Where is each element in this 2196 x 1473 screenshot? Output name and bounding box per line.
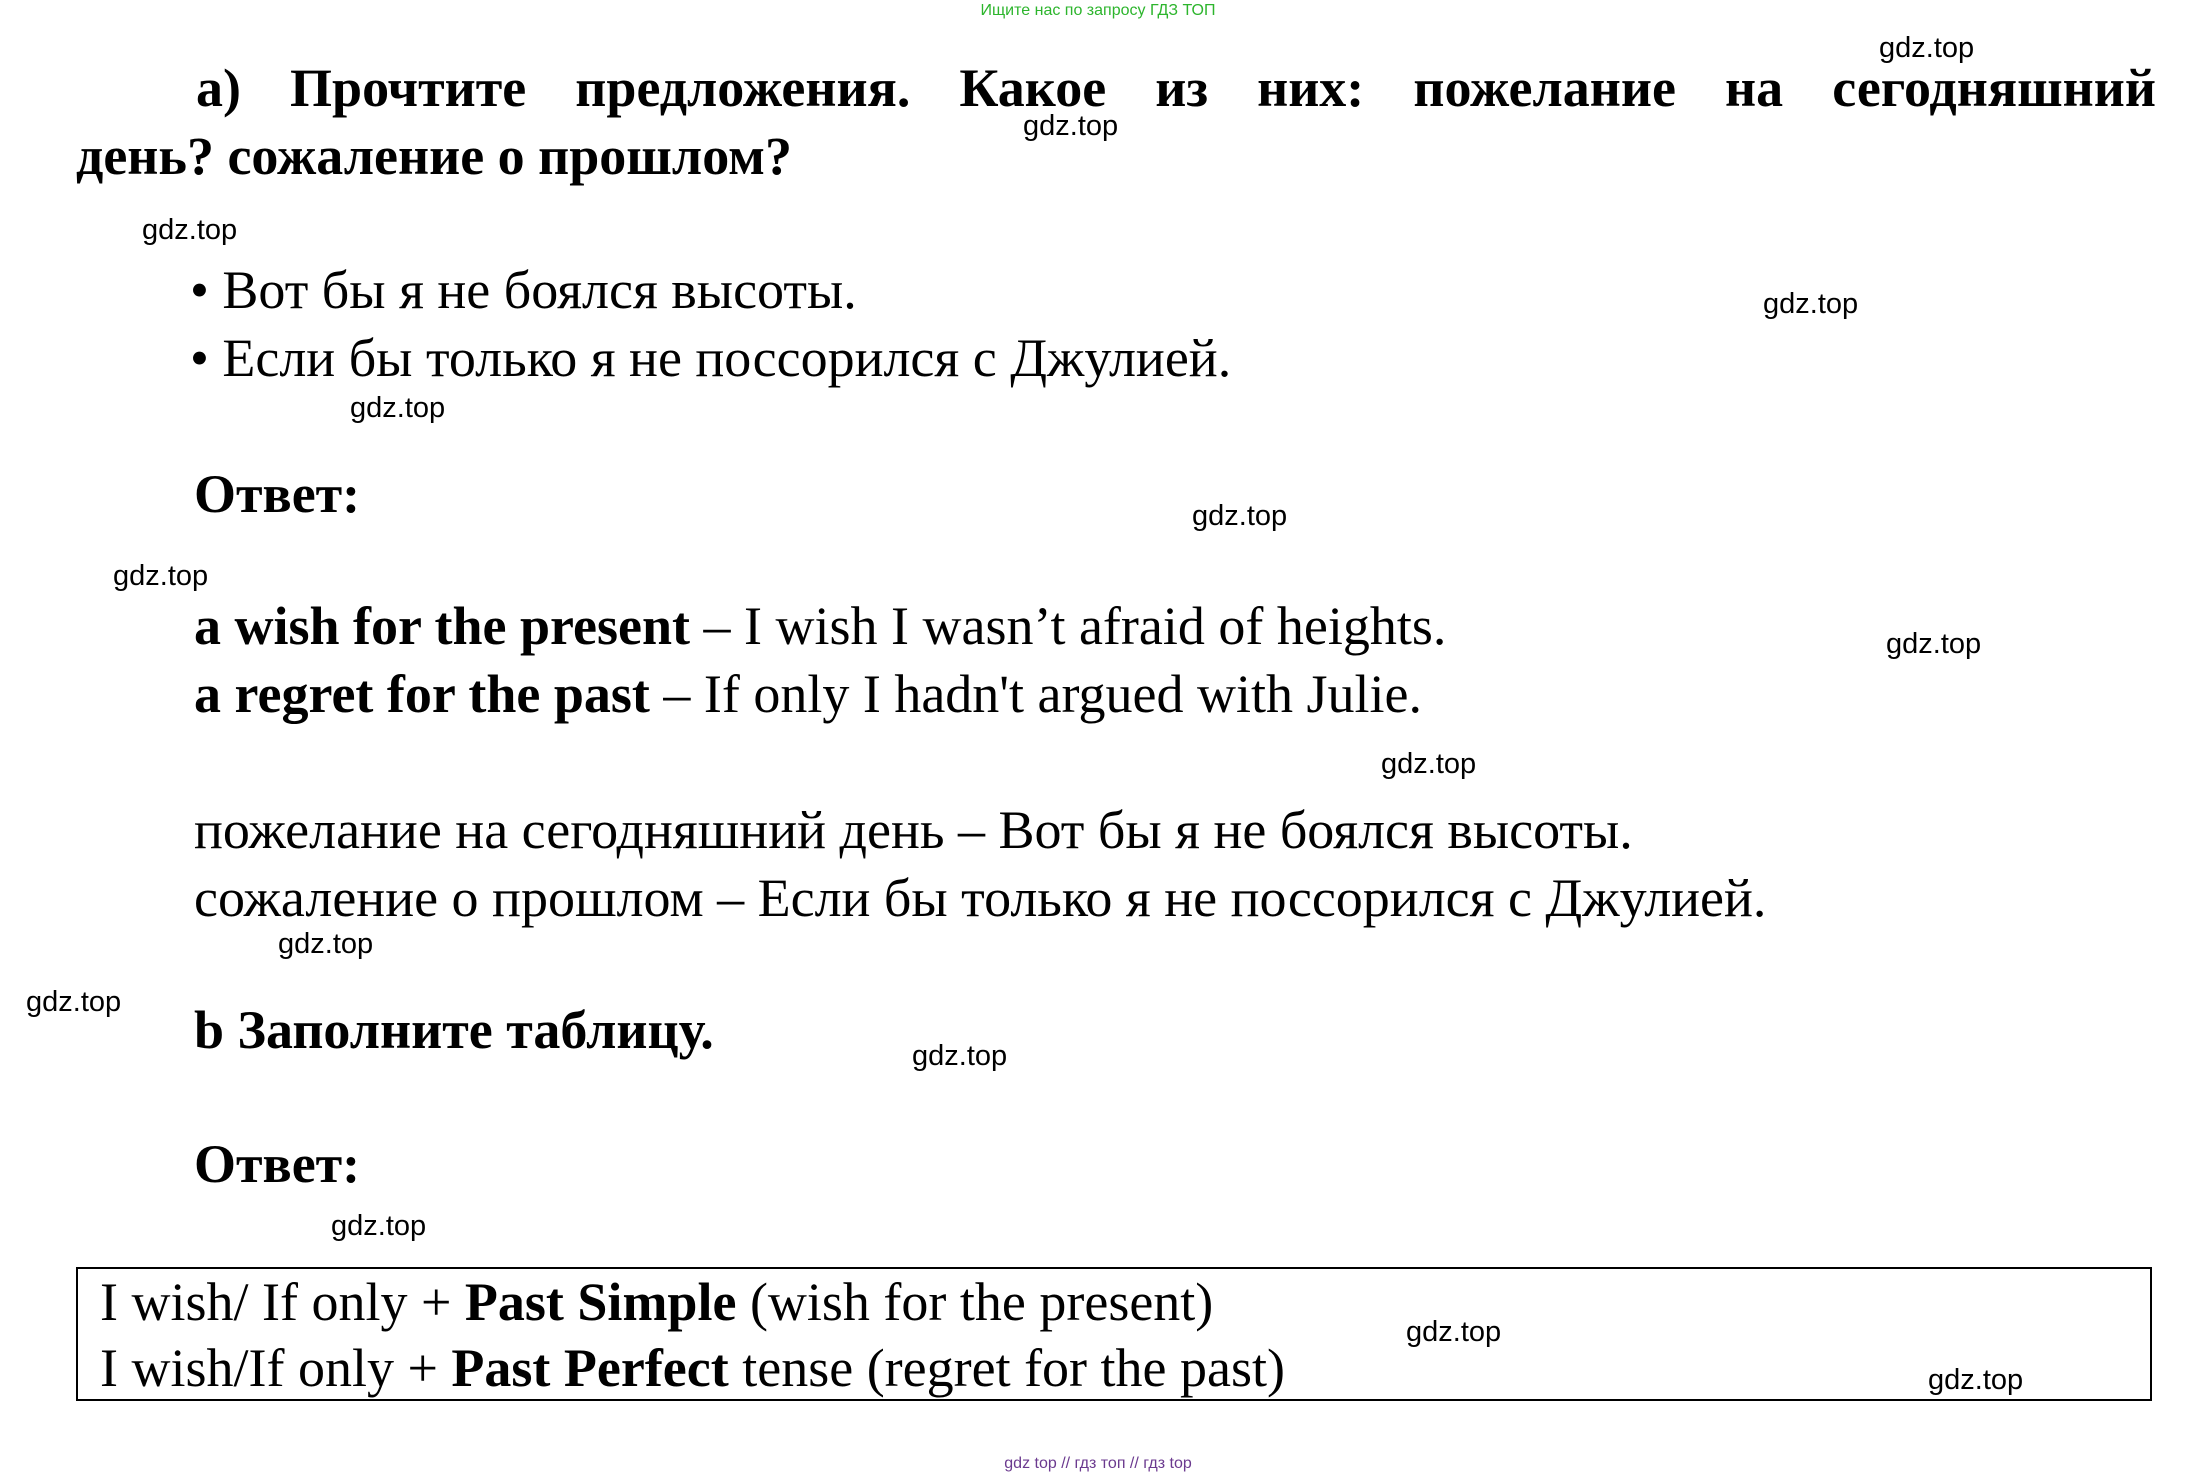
answer-table: [76, 1267, 2152, 1401]
top-banner: Ищите нас по запросу ГДЗ ТОП: [980, 2, 1216, 19]
answer-label-a: Ответ:: [194, 464, 361, 524]
answer-text: – I wish I wasn’t afraid of heights.: [690, 596, 1447, 656]
answer-label-b: Ответ:: [194, 1134, 361, 1194]
watermark: gdz.top: [1192, 500, 1288, 532]
watermark: gdz.top: [1023, 110, 1119, 142]
task-a-heading-line2: день? сожаление о прошлом?: [76, 126, 792, 186]
answer-term: a regret for the past: [194, 664, 650, 724]
bullet-item: • Если бы только я не поссорился с Джулией.: [190, 328, 1232, 388]
translation-line: пожелание на сегодняшний день – Вот бы я не боялся высоты.: [194, 800, 1633, 860]
watermark: gdz.top: [350, 392, 446, 424]
task-a-heading-line1: а) Прочтите предложения. Какое из них: пожелание на сегодняшний: [196, 58, 2156, 118]
watermark: gdz.top: [1763, 288, 1859, 320]
watermark: gdz.top: [26, 986, 122, 1018]
watermark: gdz.top: [1886, 628, 1982, 660]
bullet-item: • Вот бы я не боялся высоты.: [190, 260, 857, 320]
translation-line: сожаление о прошлом – Если бы только я не поссорился с Джулией.: [194, 868, 1767, 928]
answer-term: a wish for the present: [194, 596, 690, 656]
watermark: gdz.top: [278, 928, 374, 960]
watermark: gdz.top: [912, 1040, 1008, 1072]
task-b-heading: b Заполните таблицу.: [194, 1000, 714, 1060]
watermark: gdz.top: [331, 1210, 427, 1242]
table-row: [100, 1335, 1285, 1401]
watermark: gdz.top: [1928, 1364, 2024, 1396]
footer-links: gdz top // гдз топ // гдз top: [1004, 1455, 1192, 1472]
table-row-post: (wish for the present): [736, 1272, 1214, 1332]
watermark: gdz.top: [1879, 32, 1975, 64]
watermark: gdz.top: [142, 214, 238, 246]
table-row: [100, 1269, 1213, 1335]
answer-line: [194, 660, 1422, 728]
answer-text: – If only I hadn't argued with Julie.: [649, 664, 1422, 724]
table-row-tense: Past Perfect: [451, 1338, 729, 1398]
table-row-pre: I wish/If only +: [100, 1338, 452, 1398]
watermark: gdz.top: [1406, 1316, 1502, 1348]
table-row-tense: Past Simple: [464, 1272, 737, 1332]
table-row-post: tense (regret for the past): [728, 1338, 1285, 1398]
watermark: gdz.top: [113, 560, 209, 592]
table-row-pre: I wish/ If only +: [100, 1272, 465, 1332]
watermark: gdz.top: [1381, 748, 1477, 780]
answer-line: [194, 592, 1446, 660]
